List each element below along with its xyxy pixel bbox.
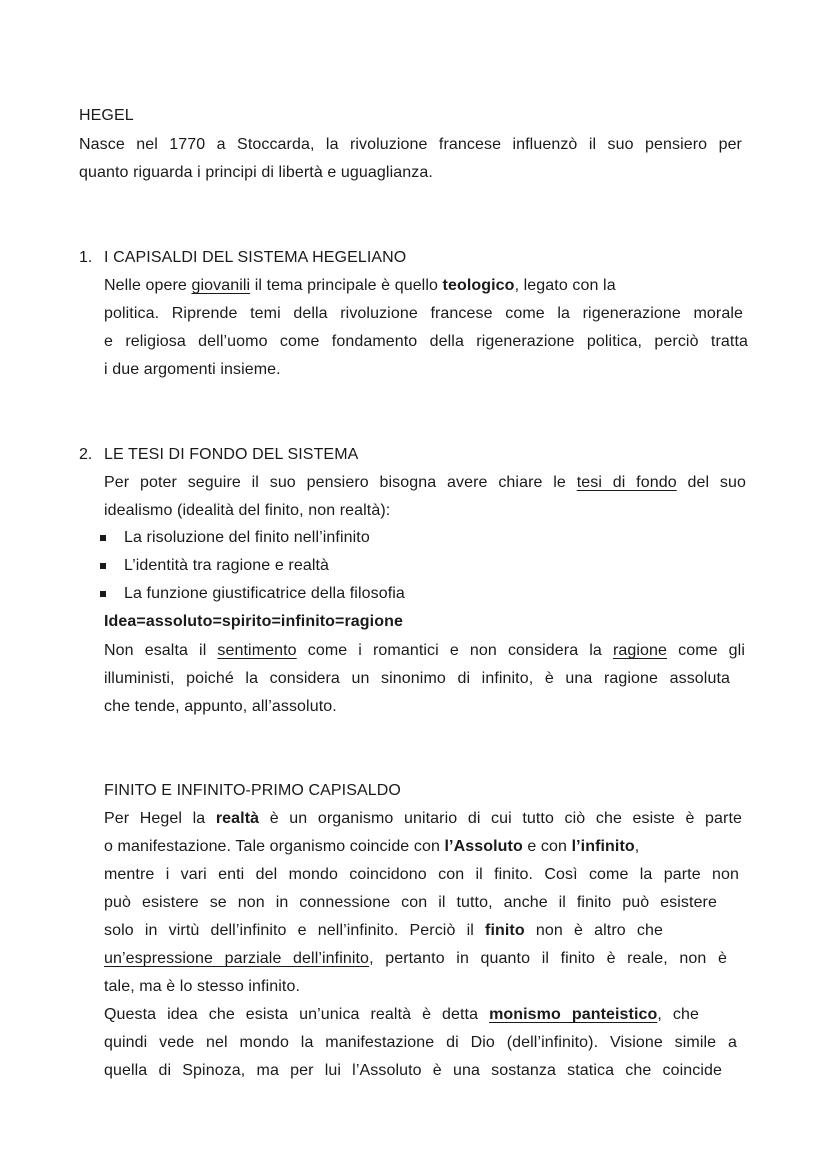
section-2-line-3: Non esalta il sentimento come i romantici e non considera la ragione come gli	[104, 642, 745, 659]
section-3-line-1: Per Hegel la realtà è un organismo unitario di cui tutto ciò che esiste è parte	[104, 810, 742, 827]
intro-line-2: quanto riguarda i principi di libertà e uguaglianza.	[79, 164, 433, 181]
document-title: HEGEL	[79, 107, 134, 124]
section-3-heading: FINITO E INFINITO-PRIMO CAPISALDO	[104, 782, 401, 799]
section-3-line-10: quella di Spinoza, ma per lui l’Assoluto è una sostanza statica che coincide	[104, 1062, 722, 1079]
section-3-line-5: solo in virtù dell’infinito e nell’infinito. Perciò il finito non è altro che	[104, 922, 663, 939]
bullet-icon	[100, 591, 106, 597]
section-2-line-1: Per poter seguire il suo pensiero bisogna avere chiare le tesi di fondo del suo	[104, 474, 746, 491]
bullet-item-3: La funzione giustificatrice della filosofia	[124, 585, 405, 602]
bullet-icon	[100, 563, 106, 569]
section-3-line-6: un’espressione parziale dell’infinito, pertanto in quanto il finito è reale, non è	[104, 950, 727, 967]
section-3-line-7: tale, ma è lo stesso infinito.	[104, 978, 300, 995]
section-1-line-2: politica. Riprende temi della rivoluzione francese come la rigenerazione morale	[104, 305, 743, 322]
underlined-espressione-parziale: un’espressione parziale dell’infinito	[104, 950, 370, 967]
bullet-icon	[100, 535, 106, 541]
section-3-line-9: quindi vede nel mondo la manifestazione di Dio (dell’infinito). Visione simile a	[104, 1034, 737, 1051]
section-1-line-3: e religiosa dell’uomo come fondamento della rigenerazione politica, perciò tratta	[104, 333, 748, 350]
bold-assoluto: l’Assoluto	[444, 838, 523, 855]
section-3-line-3: mentre i vari enti del mondo coincidono con il finito. Così come la parte non	[104, 866, 739, 883]
section-2-heading: LE TESI DI FONDO DEL SISTEMA	[104, 446, 359, 463]
intro-line-1: Nasce nel 1770 a Stoccarda, la rivoluzione francese influenzò il suo pensiero per	[79, 136, 742, 153]
bold-infinito: l’infinito	[571, 838, 635, 855]
section-1-heading: I CAPISALDI DEL SISTEMA HEGELIANO	[104, 249, 407, 266]
bold-underlined-monismo-panteistico: monismo panteistico	[489, 1006, 658, 1023]
section-2-number: 2.	[79, 446, 93, 463]
bold-finito: finito	[485, 922, 525, 939]
underlined-tesi-di-fondo: tesi di fondo	[576, 474, 677, 491]
section-2-line-2: idealismo (idealità del finito, non realtà):	[104, 502, 391, 519]
bullet-item-2: L’identità tra ragione e realtà	[124, 557, 330, 574]
section-2-line-5: che tende, appunto, all’assoluto.	[104, 698, 337, 715]
bullet-item-1: La risoluzione del finito nell’infinito	[124, 529, 370, 546]
section-3-line-8: Questa idea che esista un’unica realtà è detta monismo panteistico, che	[104, 1006, 699, 1023]
section-1-line-1: Nelle opere giovanili il tema principale è quello teologico, legato con la	[104, 277, 616, 294]
section-3-line-2: o manifestazione. Tale organismo coincide con l’Assoluto e con l’infinito,	[104, 838, 640, 855]
bold-realta: realtà	[215, 810, 260, 827]
underlined-giovanili: giovanili	[191, 277, 251, 294]
bold-teologico: teologico	[442, 277, 515, 294]
equation-line: Idea=assoluto=spirito=infinito=ragione	[104, 613, 403, 630]
underlined-ragione: ragione	[612, 642, 668, 659]
underlined-sentimento: sentimento	[217, 642, 297, 659]
section-1-number: 1.	[79, 249, 93, 266]
section-1-line-4: i due argomenti insieme.	[104, 361, 281, 378]
section-3-line-4: può esistere se non in connessione con il tutto, anche il finito può esistere	[104, 894, 717, 911]
section-2-line-4: illuministi, poiché la considera un sinonimo di infinito, è una ragione assoluta	[104, 670, 730, 687]
